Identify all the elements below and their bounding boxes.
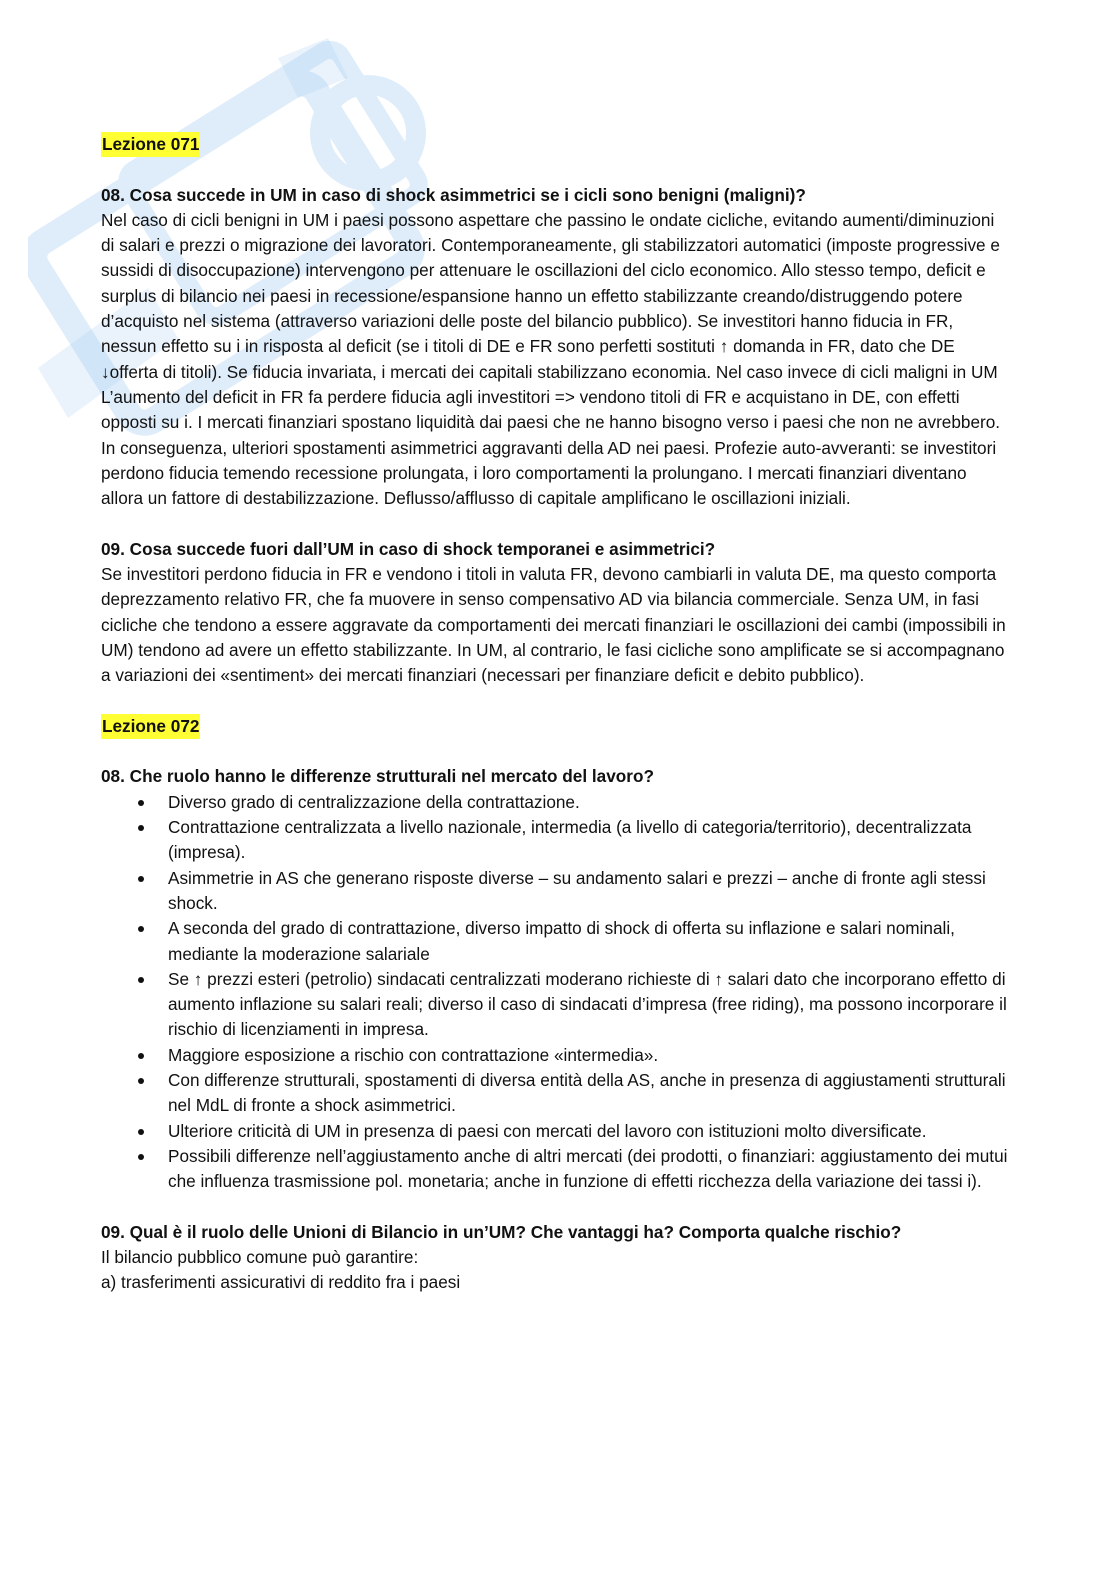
- question-072-08-bullet-list: [101, 790, 1011, 1195]
- bullet-item: Con differenze strutturali, spostamenti di diversa entità della AS, anche in presenza di aggiustamenti strutturali nel MdL di fronte a shock asimmetrici.: [101, 1068, 1011, 1119]
- bullet-item: Ulteriore criticità di UM in presenza di paesi con mercati del lavoro con istituzioni molto diversificate.: [101, 1119, 1011, 1144]
- question-072-09-line: a) trasferimenti assicurativi di reddito fra i paesi: [101, 1272, 461, 1293]
- bullet-item: Contrattazione centralizzata a livello nazionale, intermedia (a livello di categoria/territorio), decentralizzata (impresa).: [101, 815, 1011, 866]
- question-072-09-line: Il bilancio pubblico comune può garantire:: [101, 1247, 419, 1268]
- question-071-08-title: 08. Cosa succede in UM in caso di shock asimmetrici se i cicli sono benigni (maligni)?: [101, 184, 806, 205]
- bullet-item: A seconda del grado di contrattazione, diverso impatto di shock di offerta su inflazione e salari nominali, mediante la moderazione salariale: [101, 916, 1011, 967]
- question-072-09-title: 09. Qual è il ruolo delle Unioni di Bilancio in un’UM? Che vantaggi ha? Comporta qualche rischio?: [101, 1221, 902, 1242]
- page-content: [101, 132, 1011, 1296]
- lesson-072-heading: Lezione 072: [101, 714, 200, 739]
- bullet-item: Se ↑ prezzi esteri (petrolio) sindacati centralizzati moderano richieste di ↑ salari dato che incorporano effetto di aumento inflazione su salari reali; diverso il caso di sindacati d’impresa (free riding), ma possono incorporare il rischio di licenziamenti in impresa.: [101, 967, 1011, 1043]
- question-071-09-title: 09. Cosa succede fuori dall’UM in caso di shock temporanei e asimmetrici?: [101, 538, 716, 559]
- bullet-item: Asimmetrie in AS che generano risposte diverse – su andamento salari e prezzi – anche di fronte agli stessi shock.: [101, 866, 1011, 917]
- question-072-08-title: 08. Che ruolo hanno le differenze strutturali nel mercato del lavoro?: [101, 766, 654, 787]
- question-071-09-answer: Se investitori perdono fiducia in FR e vendono i titoli in valuta FR, devono cambiarli in valuta DE, ma questo comporta deprezzamento relativo FR, che fa muovere in senso compensativo AD via bilancia commerciale. Senza UM, in fasi cicliche che tendono a essere aggravate da comportamenti dei mercati finanziari le oscillazioni dei cambi (impossibili in UM) tendono ad avere un effetto stabilizzante. In UM, al contrario, le fasi cicliche sono amplificate se si accompagnano a variazioni dei «sentiment» dei mercati finanziari (necessari per finanziare deficit e debito pubblico).: [101, 564, 1006, 686]
- bullet-item: Possibili differenze nell’aggiustamento anche di altri mercati (dei prodotti, o finanziari: aggiustamento dei mutui che influenza trasmissione pol. monetaria; anche in funzione di effetti ricchezza della variazione dei tassi i).: [101, 1144, 1011, 1195]
- lesson-071-heading: Lezione 071: [101, 132, 200, 157]
- bullet-item: Diverso grado di centralizzazione della contrattazione.: [101, 790, 1011, 815]
- question-071-08-answer: Nel caso di cicli benigni in UM i paesi possono aspettare che passino le ondate cicliche, evitando aumenti/diminuzioni di salari e prezzi o migrazione dei lavoratori. Contemporaneamente, gli stabilizzatori automatici (imposte progressive e sussidi di disoccupazione) intervengono per attenuare le oscillazioni del ciclo economico. Allo stesso tempo, deficit e surplus di bilancio nei paesi in recessione/espansione hanno un effetto stabilizzante creando/distruggendo potere d’acquisto nel sistema (attraverso variazioni delle poste del bilancio pubblico). Se investitori hanno fiducia in FR, nessun effetto su i in risposta al deficit (se i titoli di DE e FR sono perfetti sostituti ↑ domanda in FR, dato che DE ↓offerta di titoli). Se fiducia invariata, i mercati dei capitali stabilizzano economia. Nel caso invece di cicli maligni in UM L’aumento del deficit in FR fa perdere fiducia agli investitori => vendono titoli di FR e acquistano in DE, con effetti opposti su i. I mercati finanziari spostano liquidità dai paesi che ne hanno bisogno verso i paesi che non ne avrebbero. In conseguenza, ulteriori spostamenti asimmetrici aggravanti della AD nei paesi. Profezie auto-avveranti: se investitori perdono fiducia temendo recessione prolungata, i loro comportamenti la prolungano. I mercati finanziari diventano allora un fattore di destabilizzazione. Deflusso/afflusso di capitale amplificano le oscillazioni iniziali.: [101, 209, 1001, 509]
- lesson-072-section: [101, 714, 1011, 739]
- bullet-item: Maggiore esposizione a rischio con contrattazione «intermedia».: [101, 1043, 1011, 1068]
- lesson-071-section: [101, 132, 1011, 157]
